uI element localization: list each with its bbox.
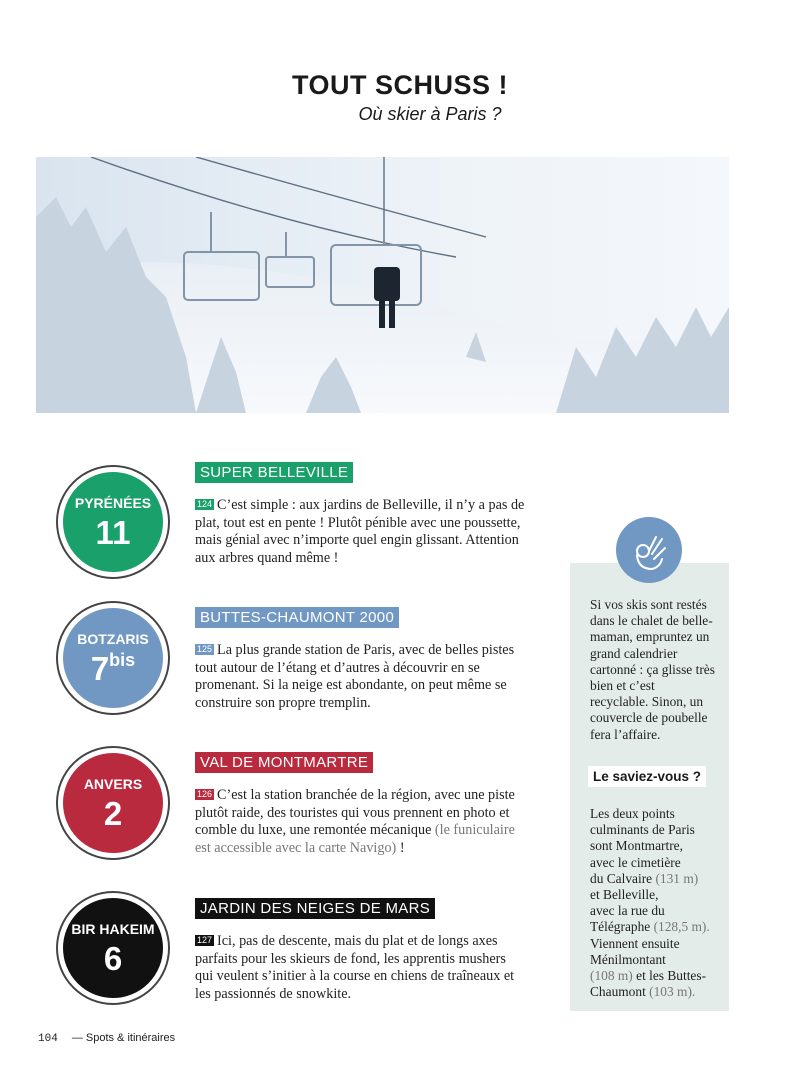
metro-line-number: 6 (103, 940, 123, 977)
sidebar-fact (590, 806, 715, 1000)
fact-line: Ménilmontant (590, 951, 666, 967)
spot-ref-number: 126 (197, 789, 213, 799)
sidebar-tip: Si vos skis sont restés dans le chalet de belle-maman, empruntez un grand calendrier cartonné : ça glisse très bien et c’est recyclable. Sinon, un couvercle de poubelle fera l’affaire. (590, 597, 715, 742)
spot-heading: JARDIN DES NEIGES DE MARS (195, 898, 435, 919)
fact-line: avec la rue du (590, 903, 665, 919)
spot-description: 126 C’est la station branchée de la région, avec une piste plutôt raide, des touristes qui vous prennent en photo et comble du luxe, une remontée mécanique (le funiculaire est accessible avec la carte Navigo) ! (195, 787, 515, 856)
station-name: BIR HAKEIM (71, 921, 155, 937)
station-name: BOTZARIS (77, 631, 149, 647)
spot-description: 127 Ici, pas de descente, mais du plat et de longs axes parfaits pour les skieurs de fond, les apprentis mushers qui veulent s’initier à la course en chiens de traîneaux et les passionnés de snowkite. (195, 933, 515, 1002)
snowy-chairlift-image (36, 157, 729, 413)
metro-line-number: $7^{bis}$ (90, 650, 136, 687)
spot-heading: SUPER BELLEVILLE (195, 462, 353, 483)
fact-line: (108 m) et les Buttes- (590, 968, 707, 984)
metro-badge-anvers (58, 748, 168, 858)
fact-line: et Belleville, (590, 887, 659, 903)
metro-badge-botzaris (58, 603, 168, 713)
page-number: 104 (38, 1033, 58, 1045)
spot-heading: VAL DE MONTMARTRE (195, 752, 373, 773)
fact-line: sont Montmartre, (590, 838, 683, 854)
fact-line: avec le cimetière (590, 854, 681, 870)
page-title: TOUT SCHUSS ! (291, 70, 508, 100)
station-name: PYRÉNÉES (74, 495, 152, 511)
fact-line: du Calvaire (131 m) (590, 870, 699, 886)
fact-line: culminants de Paris (590, 822, 695, 838)
fact-line: Les deux points (590, 806, 675, 821)
station-name: ANVERS (83, 776, 143, 792)
chairlift-photo (36, 157, 729, 413)
spot-description: 125 La plus grande station de Paris, avec de belles pistes tout autour de l’étang et d’autres à découvrir en se promenant. Si la neige est abondante, on peut même se construire son propre tremplin. (195, 642, 515, 711)
section-name: — Spots & itinéraires (71, 1032, 176, 1044)
metro-badge-bir-hakeim (58, 893, 168, 1003)
spot-ref-number: 127 (197, 935, 213, 945)
spot-description: 124 C’est simple : aux jardins de Belleville, il n’y a pas de plat, tout est en pente ! Plutôt pénible avec une poussette, mais génial avec n’importe quel engin glissant. Attention aux arbres quand même ! (195, 497, 525, 566)
spot-heading: BUTTES-CHAUMONT 2000 (195, 607, 399, 628)
page-subtitle: Où skier à Paris ? (358, 104, 502, 124)
fact-line: Chaumont (103 m). (590, 984, 696, 1000)
metro-line-number: 11 (95, 514, 131, 551)
fact-line: Viennent ensuite (590, 935, 680, 951)
fact-line: Télégraphe (128,5 m). (590, 919, 710, 935)
spot-ref-number: 124 (197, 499, 213, 509)
spot-ref-number: 125 (197, 644, 213, 654)
metro-badge-pyrenees (58, 467, 168, 577)
sidebar-label: Le saviez-vous ? (588, 766, 706, 787)
page-footer (38, 1032, 175, 1045)
ok-hand-icon (616, 517, 682, 583)
metro-line-number: 2 (103, 795, 123, 832)
